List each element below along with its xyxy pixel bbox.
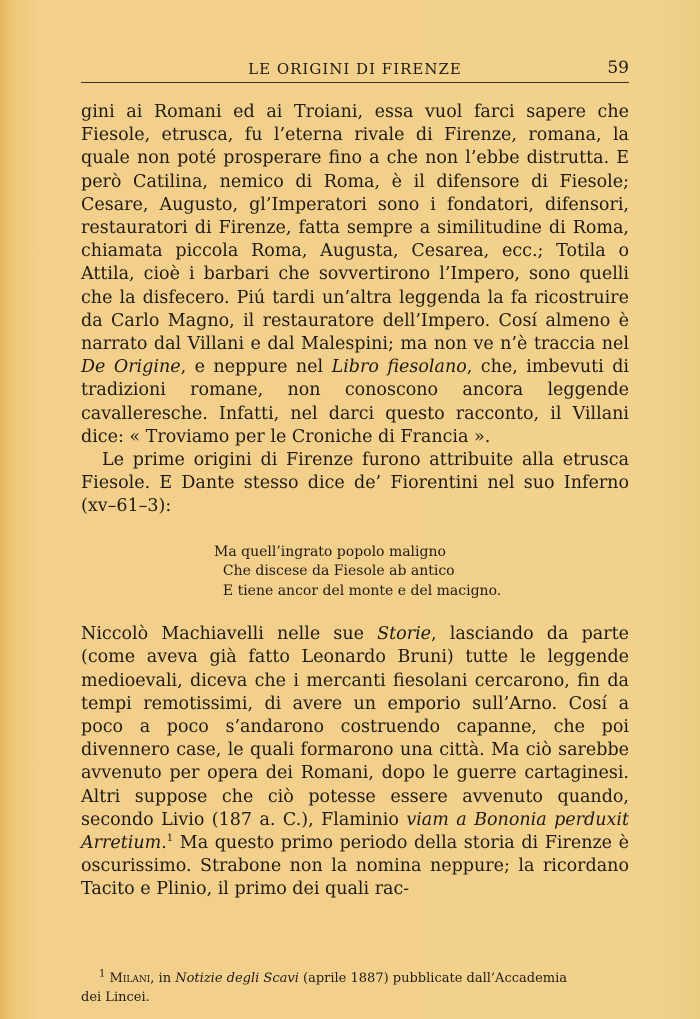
paragraph-3 [81,623,629,901]
footnote-post: (aprile 1887) pubblicate dall’Accademia [298,971,567,986]
paragraph-1-text-b: , e neppure nel [180,357,332,378]
running-title: LE ORIGINI DI FIRENZE [248,60,462,78]
footnote-mark: 1 [99,968,106,980]
footnote-line-2: dei Lincei. [81,990,150,1005]
page-header [81,56,629,83]
title-storie: Storie [377,624,432,645]
footnote-author: Milani [109,971,151,986]
title-libro-fiesolano: Libro fiesolano [331,357,467,378]
footnote-title: Notizie degli Scavi [175,971,299,986]
paragraph-3-text-b: , lasciando da parte (come aveva già fatto Leonardo Bruni) tutte le leggende medioevali, diceva che i mercanti fiesolani cercarono, fin da tempi remotissimi, di avere un emporio sull’Arno. Cosí a poco a poco s’andarono costruendo capanne, che poi divennero case, le quali formarono una città. Ma ciò sarebbe avvenuto per opera dei Romani, dopo le guerre cartaginesi. Altri suppose che ciò potesse essere avvenuto quando, secondo Livio (187 a. C.), Flaminio [81,624,629,830]
verse-quote [81,543,629,602]
page-number: 59 [607,58,629,78]
paragraph-1-text-c: , che, imbevuti di tradizioni romane, non conoscono ancora leggende cavalleresche. Infatti, nel darci questo racconto, il Villani dice: « Troviamo per le Croniche di Francia ». [81,357,630,447]
paragraph-3-text-a: Niccolò Machiavelli nelle sue [81,624,378,645]
paragraph-2: Le prime origini di Firenze furono attribuite alla etrusca Fiesole. E Dante stesso dice de’ Fiorentini nel suo Inferno (xv–61–3): [81,450,629,517]
footnote-line-1 [81,969,629,988]
latin-quote: viam a Bononia perduxit Arretium. [81,809,629,853]
verse-line-3: E tiene ancor del monte e del macigno. [214,582,502,599]
title-de-origine: De Origine [81,357,181,378]
paragraph-3-text-c: Ma questo primo periodo della storia di Firenze è oscurissimo. Strabone non la nomina neppure; la ricordano Tacito e Plinio, il primo dei quali rac- [81,832,629,900]
verse-line-1: Ma quell’ingrato popolo maligno [214,543,446,560]
verse-line-2: Che discese da Fiesole ab antico [214,563,455,580]
footnote-reference[interactable]: 1 [166,833,174,845]
paragraph-1-text-a: gini ai Romani ed ai Troiani, essa vuol farci sapere che Fiesole, etrusca, fu l’eterna rivale di Firenze, romana, la quale non poté prosperare fino a che non l’ebbe distrutta. E però Catilina, nemico di Roma, è il difensore di Fiesole; Cesare, Augusto, gl’Imperatori sono i fondatori, difensori, restauratori di Firenze, fatta sempre a similitudine di Roma, chiamata piccola Roma, Augusta, Cesarea, ecc.; Totila o Attila, cioè i barbari che sovvertirono l’Impero, sono quelli che la disfecero. Piú tardi un’altra leggenda la fa ricostruire da Carlo Magno, il restauratore dell’Impero. Cosí almeno è narrato dal Villani e dal Malespini; ma non ve n’è traccia nel [81,102,629,355]
paragraph-1 [81,101,629,449]
footnote [81,969,629,1007]
body-text [81,101,629,902]
footnote-pre: , in [150,971,176,986]
